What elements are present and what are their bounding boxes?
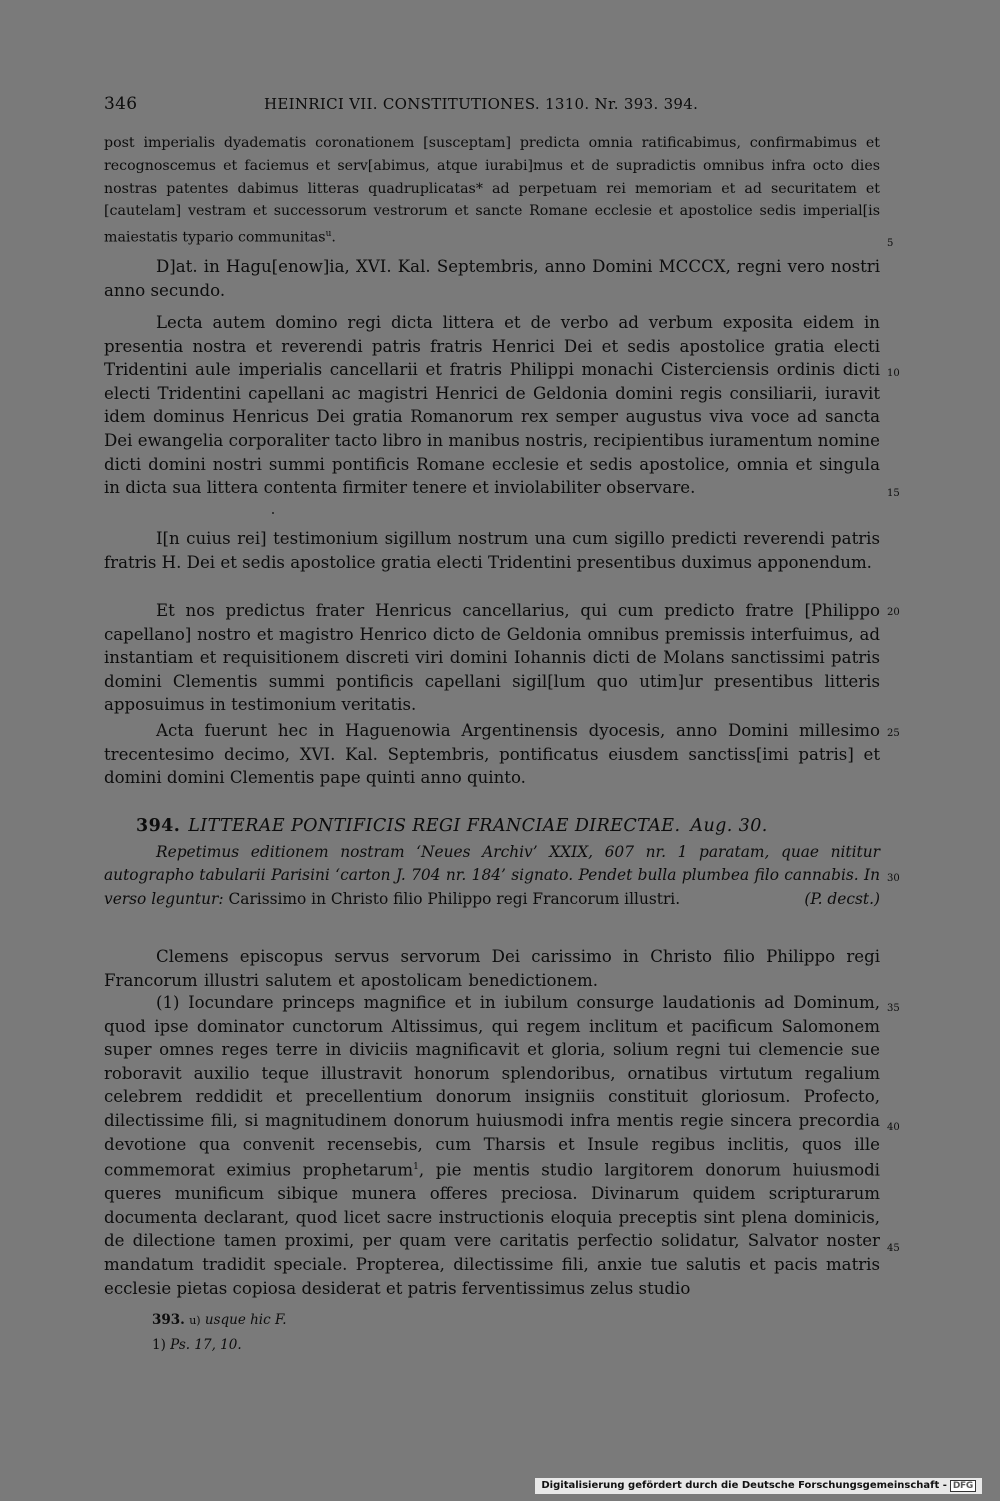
manuscript-siglum: (P. decst.)	[804, 889, 880, 908]
line-number: 25	[887, 728, 900, 739]
line-number: 15	[887, 488, 900, 499]
page-header	[104, 94, 880, 116]
salutation-paragraph: Clemens episcopus servus servorum Dei carissimo in Christo filio Philippo regi Francorum illustri salutem et apostolicam benedictionem.	[104, 947, 880, 990]
digitization-credit	[535, 1478, 982, 1494]
letter-text-body: Iocundare princeps magnifice et in iubilum consurge laudationis ad Dominum, quod ipse dominator cunctorum Altissimus, qui regem inclitum et pacificum Salomonem super omnes reges terre in diviciis magnificavit et gloria, solium regni tui clemencie sue roboravit auxilio teque illustravit honorum splendoribus, ornatibus virtutum regalium celebrem reddidit et precellentium donorum insigniis constituit gloriosum. Profecto, dilectissime fili, si magnitudinem donorum huiusmodi infra mentis regie sincera precordia devotione qua convenit recensebis, cum Tharsis et Insule regibus inclitis, quos ille commemorat eximius prophetarum	[104, 993, 880, 1180]
dfg-logo: DFG	[950, 1480, 976, 1492]
acta-paragraph: Acta fuerunt hec in Haguenowia Argentinensis dyocesis, anno Domini millesimo trecentesimo decimo, XVI. Kal. Septembris, pontificatus eiusdem sanctiss[imi patris] et domini domini Clementis pape quinti anno quinto.	[104, 721, 880, 788]
line-number: 45	[887, 1243, 900, 1254]
footnote-mark-1: 1	[413, 1162, 419, 1173]
footnote-mark-u: u	[325, 229, 332, 240]
document-heading	[104, 816, 880, 836]
editorial-intro-italic: Repetimus editionem nostram ‘Neues Archiv’ XXIX, 607 nr. 1 paratam, quae nititur autographo tabularii Parisini ‘carton J. 704 nr. 184’ signato. Pendet bulla plumbea filo cannabis. In verso leguntur:	[104, 843, 880, 908]
oath-paragraph: Lecta autem domino regi dicta littera et de verbo ad verbum exposita eidem in presentia nostra et reverendi patris fratris Henrici Dei et sedis apostolice gratia electi Tridentini aule imperialis cancellarii et fratris Philippi monachi Cisterciensis ordinis dicti electi Tridentini capellani ac magistri Henrici de Geldonia domini regis consiliarii, iuravit idem dominus Henricus Dei gratia Romanorum rex semper augustus viva voce ad sancta Dei ewangelia corporaliter tacto libro in manibus nostris, recipientibus iuramentum nomine dicti domini nostri summi pontificis Romane ecclesie et sedis apostolice, omnia et singula in dicta sua littera contenta firmiter tenere et inviolabiliter observare.	[104, 313, 880, 498]
line-number: 20	[887, 607, 900, 618]
document-date: Aug. 30.	[690, 816, 768, 836]
footnote-number: 393.	[152, 1312, 185, 1328]
footnote-text: usque hic F.	[204, 1312, 287, 1328]
paragraph-continuation	[104, 132, 880, 250]
witness-paragraph: Et nos predictus frater Henricus cancellarius, qui cum predicto fratre [Philippo capellano] nostro et magistro Henrico dicto de Geldonia omnibus premissis interfuimus, ad instantiam et requisitionem discreti viri domini Iohannis dicti de Molans sanctissimi patris domini Clementis summi pontificis capellani sigil[lum quo utim]ur presentibus litteris apposuimus in testimonium veritatis.	[104, 601, 880, 715]
paragraph-continuation-text: post imperialis dyadematis coronationem [susceptam] predicta omnia ratificabimus, confirmabimus et recognoscemus et faciemus et serv[abimus, atque iurabi]mus et de supradictis omnibus infra octo dies nostras patentes dabimus litteras quadruplicatas* ad perpetuam rei memoriam et ad securitatem et [cautelam] vestram et successorum vestrorum et sancte Romane ecclesie et apostolice sedis imperial[is maiestatis typario communitas	[104, 135, 880, 246]
line-number: 30	[887, 873, 900, 884]
letter-section-number: (1)	[156, 993, 180, 1012]
editorial-intro-address: Carissimo in Christo filio Philippo regi Francorum illustri.	[228, 889, 681, 908]
page-number: 346	[104, 94, 138, 114]
print-speck	[272, 512, 274, 514]
credit-text: Digitalisierung gefördert durch die Deutsche Forschungsgemeinschaft -	[541, 1480, 947, 1491]
document-number: 394.	[136, 816, 181, 836]
line-number: 40	[887, 1122, 900, 1133]
letter-text-continuation: , pie mentis studio largitorem donorum huiusmodi queres munificum sibique munera offeres preciosa. Divinarum quidem scripturarum documenta declarant, quod licet sacre instructionis eloquia preceptis sint plena dominicis, de dilectione tamen proximi, per quam vere caritatis perfectio solidatur, Salvator noster mandatum tradidit speciale. Propterea, dilectissime fili, anxie tue salutis et pacis matris ecclesie pietas copiosa desiderat et patris ferventissimus zelus studio	[104, 1160, 880, 1298]
footnote-number: 1)	[152, 1337, 166, 1353]
paragraph-continuation-end: .	[331, 229, 336, 246]
line-number: 5	[887, 238, 894, 249]
editorial-introduction	[104, 841, 880, 911]
running-title: HEINRICI VII. CONSTITUTIONES. 1310. Nr. 393. 394.	[264, 95, 699, 113]
footnote-1	[152, 1337, 242, 1353]
footnote-mark: u)	[189, 1314, 201, 1327]
line-number: 35	[887, 1003, 900, 1014]
footnote-393	[152, 1312, 287, 1328]
seal-paragraph: I[n cuius rei] testimonium sigillum nostrum una cum sigillo predicti reverendi patris fratris H. Dei et sedis apostolice gratia electi Tridentini presentibus duximus apponendum.	[104, 529, 880, 572]
document-title: LITTERAE PONTIFICIS REGI FRANCIAE DIRECTAE.	[188, 816, 681, 836]
dating-paragraph: D]at. in Hagu[enow]ia, XVI. Kal. Septembris, anno Domini MCCCX, regni vero nostri anno secundo.	[104, 257, 880, 300]
line-number: 10	[887, 368, 900, 379]
footnote-text: Ps. 17, 10.	[170, 1337, 242, 1353]
letter-text	[104, 991, 880, 1300]
